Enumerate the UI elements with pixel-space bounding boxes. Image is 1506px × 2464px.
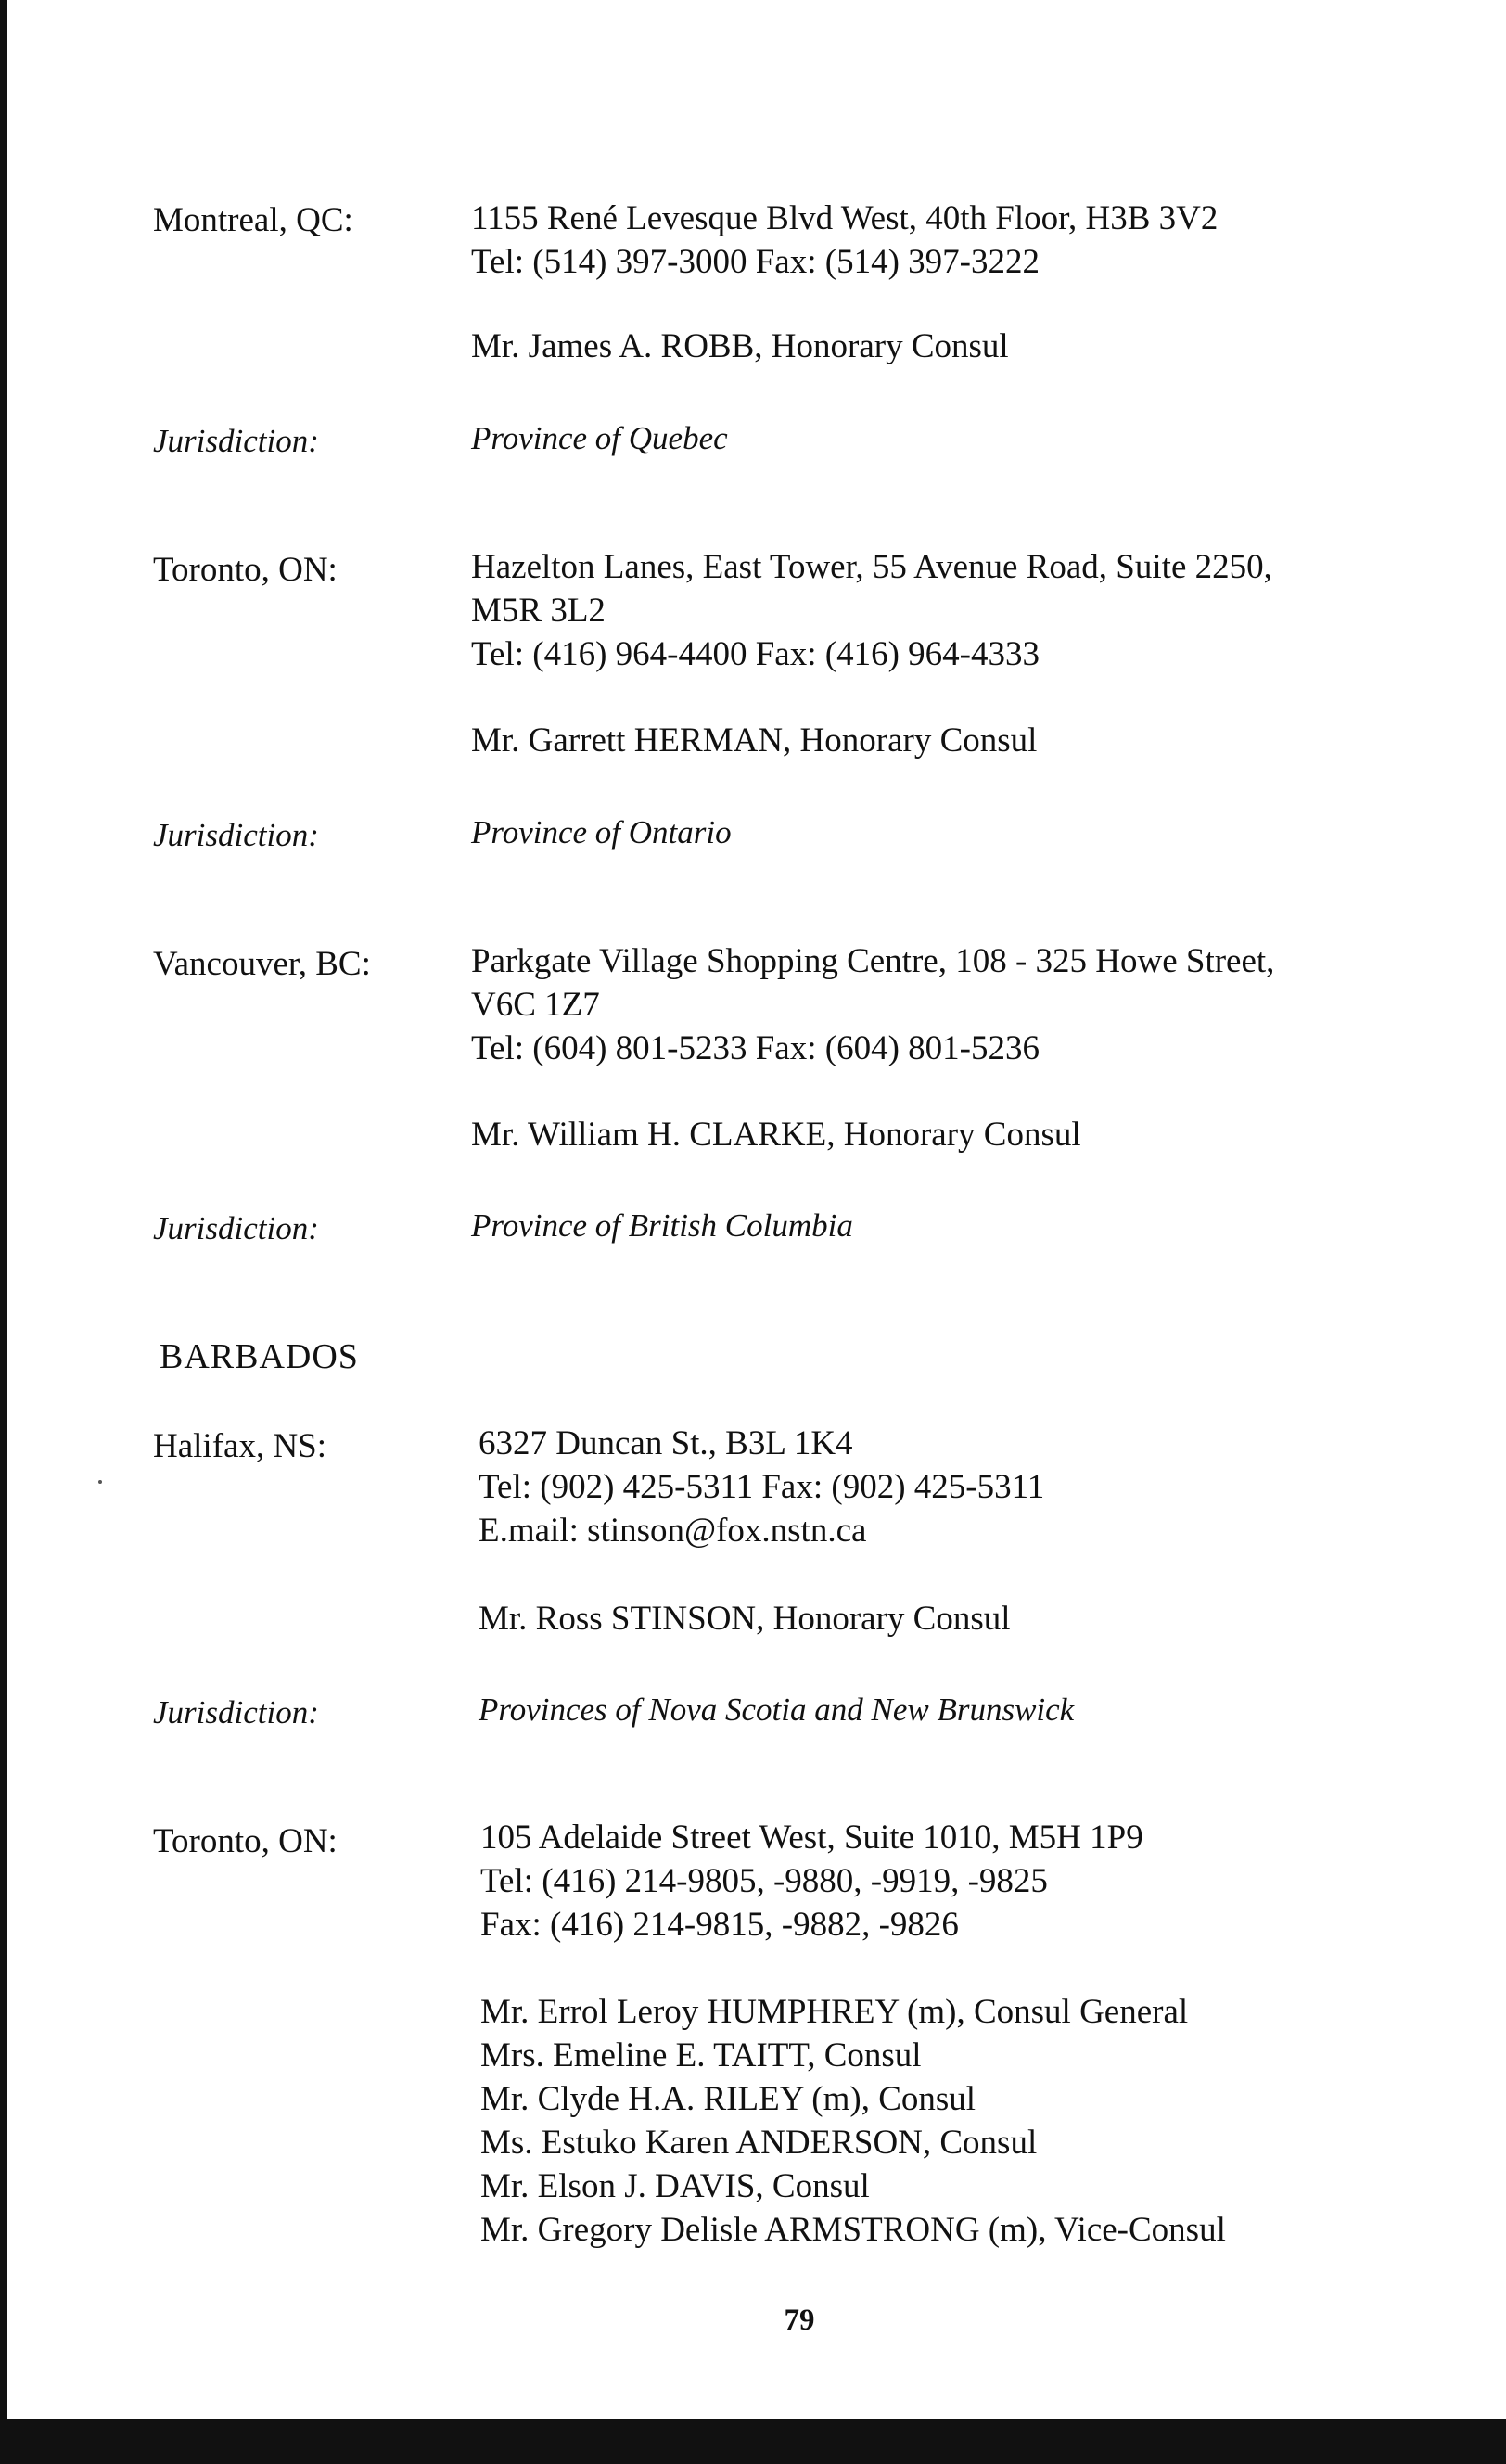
postal-code-line: V6C 1Z7: [471, 986, 600, 1024]
jurisdiction-block: [471, 1204, 1398, 1247]
officer-list: [471, 325, 1398, 368]
officer-line: Mr. Ross STINSON, Honorary Consul: [479, 1600, 1011, 1638]
jurisdiction-label: Jurisdiction:: [153, 1210, 319, 1246]
jurisdiction-text: Provinces of Nova Scotia and New Brunswick: [479, 1692, 1075, 1728]
officer-line: Mr. Elson J. DAVIS, Consul: [480, 2167, 870, 2205]
fax-line: Fax: (416) 214-9815, -9882, -9826: [480, 1906, 959, 1944]
address-block: [471, 939, 1398, 1070]
officer-line: Mr. Gregory Delisle ARMSTRONG (m), Vice-Consul: [480, 2211, 1226, 2249]
address-line: 1155 René Levesque Blvd West, 40th Floor, H3B 3V2: [471, 199, 1219, 237]
jurisdiction-label: Jurisdiction:: [153, 1694, 319, 1730]
jurisdiction-block: [471, 811, 1398, 854]
postal-code-line: M5R 3L2: [471, 592, 606, 630]
address-block: [471, 545, 1398, 676]
phone-line: Tel: (416) 214-9805, -9880, -9919, -9825: [480, 1862, 1048, 1900]
jurisdiction-label: Jurisdiction:: [153, 423, 319, 459]
jurisdiction-block: [471, 416, 1398, 460]
address-line: Hazelton Lanes, East Tower, 55 Avenue Road, Suite 2250,: [471, 548, 1272, 586]
country-heading: BARBADOS: [160, 1337, 359, 1376]
phone-line: Tel: (902) 425-5311 Fax: (902) 425-5311: [479, 1468, 1045, 1506]
phone-line: Tel: (416) 964-4400 Fax: (416) 964-4333: [471, 635, 1040, 673]
city-label: Montreal, QC:: [153, 201, 353, 239]
officer-line: Mr. Clyde H.A. RILEY (m), Consul: [480, 2080, 976, 2118]
officer-list: [479, 1597, 1406, 1641]
jurisdiction-block: [479, 1688, 1406, 1731]
phone-line: Tel: (604) 801-5233 Fax: (604) 801-5236: [471, 1029, 1040, 1067]
phone-line: Tel: (514) 397-3000 Fax: (514) 397-3222: [471, 243, 1040, 281]
page-number: 79: [784, 2304, 815, 2337]
jurisdiction-label: Jurisdiction:: [153, 817, 319, 853]
officer-list: [480, 1990, 1408, 2252]
officer-line: Mr. James A. ROBB, Honorary Consul: [471, 327, 1009, 365]
address-block: [480, 1816, 1408, 1947]
scan-bottom-edge: [0, 2419, 1506, 2464]
address-line: 105 Adelaide Street West, Suite 1010, M5H 1P9: [480, 1819, 1143, 1857]
city-label: Vancouver, BC:: [153, 945, 371, 983]
officer-line: Ms. Estuko Karen ANDERSON, Consul: [480, 2124, 1038, 2162]
address-block: [471, 197, 1398, 284]
officer-list: [471, 1113, 1398, 1156]
officer-list: [471, 719, 1398, 762]
officer-line: Mrs. Emeline E. TAITT, Consul: [480, 2036, 922, 2075]
jurisdiction-text: Province of British Columbia: [471, 1207, 853, 1244]
address-block: [479, 1422, 1406, 1552]
email-line: E.mail: stinson@fox.nstn.ca: [479, 1512, 867, 1550]
city-label: Halifax, NS:: [153, 1427, 327, 1465]
officer-line: Mr. Garrett HERMAN, Honorary Consul: [471, 721, 1038, 760]
address-line: 6327 Duncan St., B3L 1K4: [479, 1424, 853, 1462]
officer-line: Mr. Errol Leroy HUMPHREY (m), Consul General: [480, 1993, 1189, 2031]
city-label: Toronto, ON:: [153, 551, 338, 589]
city-label: Toronto, ON:: [153, 1822, 338, 1860]
jurisdiction-text: Province of Ontario: [471, 814, 732, 850]
officer-line: Mr. William H. CLARKE, Honorary Consul: [471, 1116, 1081, 1154]
jurisdiction-text: Province of Quebec: [471, 420, 728, 456]
address-line: Parkgate Village Shopping Centre, 108 - 325 Howe Street,: [471, 942, 1275, 980]
